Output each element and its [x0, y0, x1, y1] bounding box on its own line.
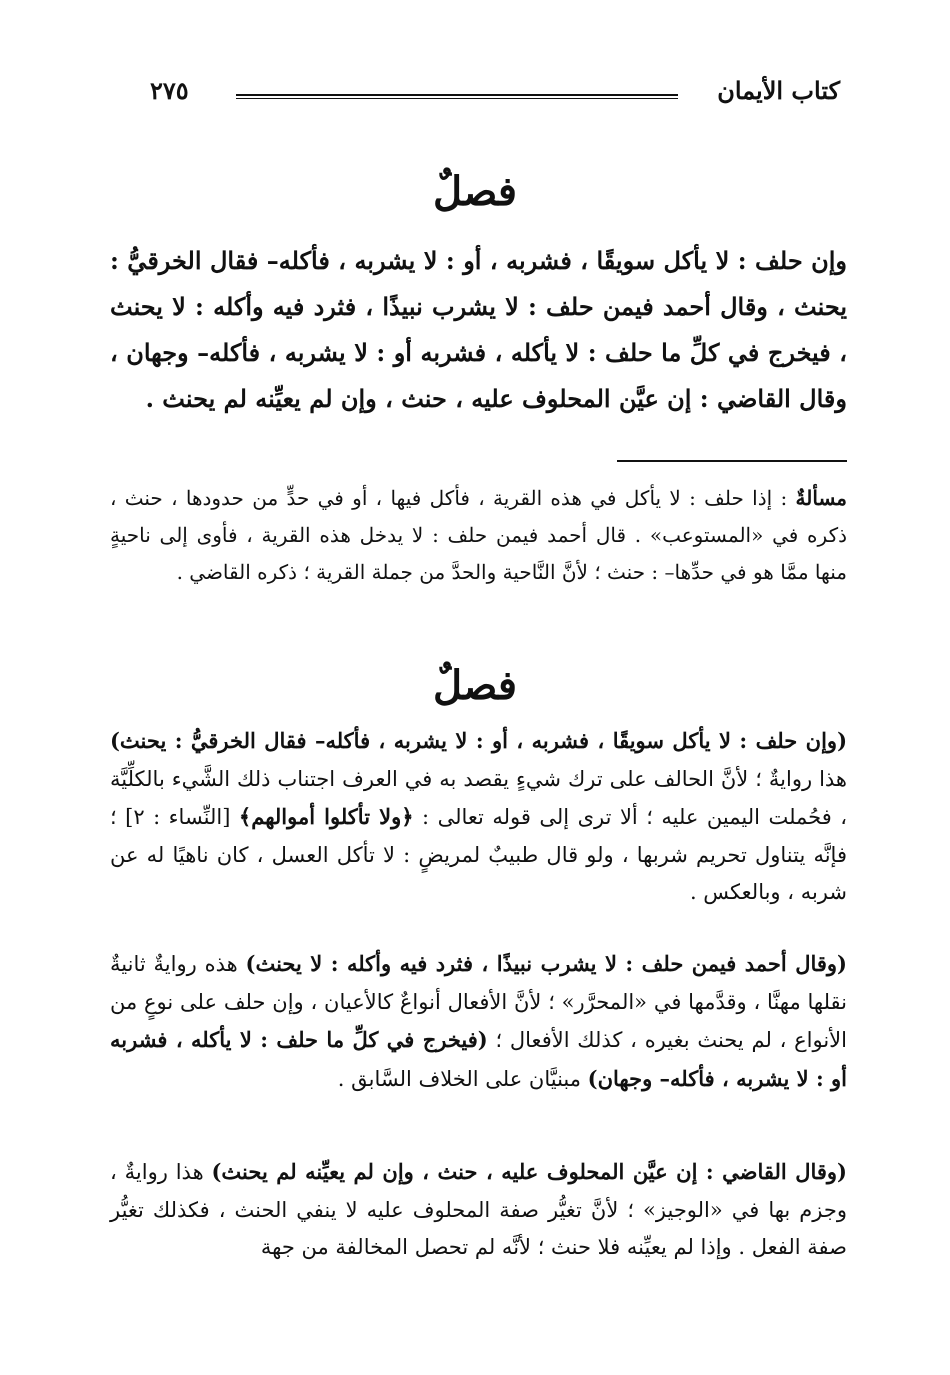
- commentary-paragraph: [110, 945, 847, 1098]
- footnote-text: : إذا حلف : لا يأكل في هذه القرية ، فأكل فيها ، أو في حدٍّ من حدودها ، حنث ، ذكره في «المستوعب» . قال أحمد فيمن حلف : لا يدخل هذه القرية ، فأوى إلى ناحيةٍ منها ممَّا هو في حدِّها– : حنث ؛ لأنَّ النَّاحية والحدَّ من جملة القرية ؛ ذكره القاضي .: [110, 486, 847, 584]
- quoted-matn: (وقال القاضي : إن عيَّن المحلوف عليه ، حنث ، وإن لم يعيِّنه لم يحنث): [211, 1159, 847, 1184]
- matn-text: وإن حلف : لا يأكل سويقًا ، فشربه ، أو : لا يشربه ، فأكله– فقال الخرقيُّ : يحنث ، وقال أحمد فيمن حلف : لا يشرب نبيذًا ، فثرد فيه وأكله : لا يحنث ، فيخرج في كلِّ ما حلف : لا يأكله ، فشربه أو : لا يشربه ، فأكله– وجهان ، وقال القاضي : إن عيَّن المحلوف عليه ، حنث ، وإن لم يعيِّنه لم يحنث .: [110, 246, 847, 413]
- header-rule: [236, 94, 678, 96]
- commentary-text: هذه روايةٌ ثانيةٌ نقلها مهنَّا ، وقدَّمها في «المحرَّر» ؛ لأنَّ الأفعال أنواعٌ كالأعيان ، وإن حلف على نوعٍ من الأنواع ، لم يحنث بغيره ، كذلك الأفعال ؛: [110, 952, 847, 1052]
- footnote-label: مسألةٌ: [795, 486, 848, 510]
- commentary-paragraph: [110, 722, 847, 912]
- quoted-matn: (وقال أحمد فيمن حلف : لا يشرب نبيذًا ، فثرد فيه وأكله : لا يحنث): [245, 951, 847, 976]
- header-rule-thin: [236, 98, 678, 99]
- section-heading: فصلٌ: [432, 168, 518, 215]
- quoted-matn: (فيخرج في كلِّ ما حلف : لا يأكله ، فشربه أو : لا يشربه ، فأكله– وجهان): [110, 1027, 847, 1091]
- footnote-separator: [617, 460, 847, 462]
- running-title: كتاب الأيمان: [717, 76, 840, 105]
- page-header: [150, 72, 840, 112]
- quoted-matn: (وإن حلف : لا يأكل سويقًا ، فشربه ، أو : لا يشربه ، فأكله– فقال الخرقيُّ : يحنث): [110, 728, 847, 753]
- quran-quote: ﴿ولا تأكلوا أموالهم﴾: [238, 804, 414, 829]
- commentary-text: هذا روايةٌ ؛ لأنَّ الحالف على ترك شيءٍ يقصد به في العرف اجتناب ذلك الشَّيء بالكلِّيَّة ، فحُملت اليمين عليه ؛ ألا ترى إلى قوله تعالى :: [110, 766, 848, 829]
- commentary-paragraph: [110, 1153, 847, 1267]
- commentary-text: [النِّساء : ٢] ؛ فإنَّه يتناول تحريم شربها ، ولو قال طبيبٌ لمريضٍ : لا تأكل العسل ، كان ناهيًا له عن شربه ، وبالعكس .: [110, 805, 847, 904]
- page-number: ٢٧٥: [150, 76, 189, 105]
- footnote: [110, 480, 847, 591]
- section-heading-commentary: فصلٌ: [432, 662, 518, 709]
- commentary-text: مبنيَّان على الخلاف السَّابق .: [337, 1066, 588, 1091]
- commentary-text: هذا روايةٌ ، وجزم بها في «الوجيز» ؛ لأنَّ تغيُّر صفة المحلوف عليه لا ينفي الحنث ، فكذلك تغيُّر صفة الفعل . وإذا لم يعيِّنه فلا حنث ؛ لأنَّه لم تحصل المخالفة من جهة: [110, 1160, 847, 1259]
